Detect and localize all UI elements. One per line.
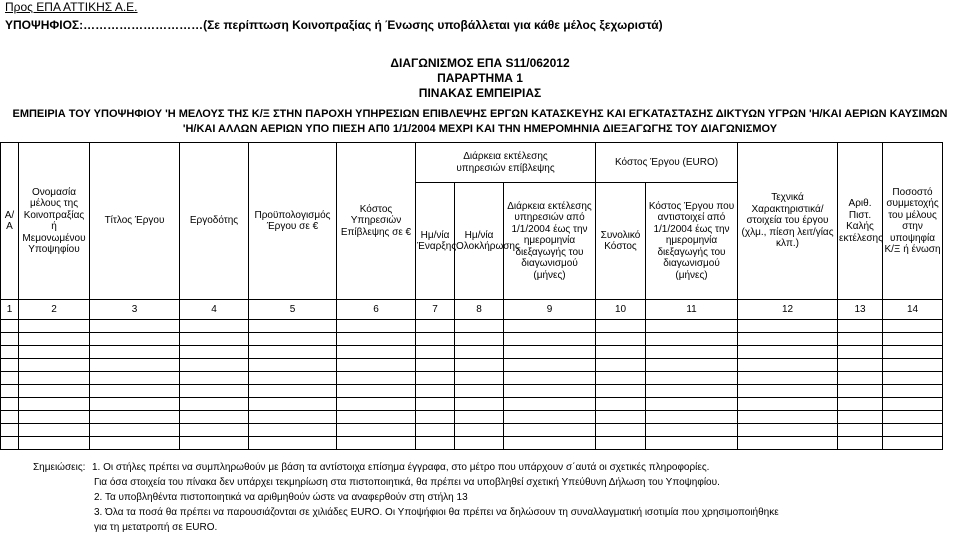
notes-label: Σημειώσεις: bbox=[33, 462, 86, 473]
col-header: Ποσοστό συμμετοχής του μέλους στην υποψηφία Κ/Ξ ή ένωση bbox=[883, 143, 943, 300]
col-header: Κόστος Έργου που αντιστοιχεί από 1/1/2004 έως την ημερομηνία διεξαγωγής του διαγωνισμού (μήνες) bbox=[646, 183, 738, 300]
col-number: 8 bbox=[455, 300, 504, 320]
col-number: 1 bbox=[1, 300, 19, 320]
note-2: 2. Τα υποβληθέντα πιστοποιητικά να αριθμηθούν ώστε να αναφερθούν στη στήλη 13 bbox=[94, 492, 468, 503]
col-header: Αριθ. Πιστ. Καλής εκτέλεσης bbox=[838, 143, 883, 300]
table-row bbox=[1, 437, 943, 450]
table-row bbox=[1, 424, 943, 437]
table-name: ΠΙΝΑΚΑΣ ΕΜΠΕΙΡΙΑΣ bbox=[418, 86, 542, 100]
col-number: 3 bbox=[90, 300, 180, 320]
col-header: Κόστος Υπηρεσιών Επίβλεψης σε € bbox=[337, 143, 416, 300]
candidate-note: (Σε περίπτωση Κοινοπραξίας ή Ένωσης υποβάλλεται για κάθε μέλος ξεχωριστά) bbox=[203, 18, 663, 32]
candidate-line bbox=[5, 18, 663, 32]
note-row bbox=[33, 460, 779, 475]
group-cost-header: Κόστος Έργου (EURO) bbox=[596, 143, 738, 183]
col-header: Εργοδότης bbox=[180, 143, 249, 300]
col-header: Τεχνικά Χαρακτηριστικά/στοιχεία του έργου (χλμ., πίεση λειτ/γίας κλπ.) bbox=[738, 143, 838, 300]
table-row bbox=[1, 320, 943, 333]
table-row bbox=[1, 333, 943, 346]
table-row bbox=[1, 359, 943, 372]
col-number: 10 bbox=[596, 300, 646, 320]
col-header: Α/Α bbox=[1, 143, 19, 300]
col-number: 9 bbox=[504, 300, 596, 320]
annex-title: ΠΑΡΑΡΤΗΜΑ 1 bbox=[437, 71, 523, 85]
description-line-2: 'Η/ΚΑΙ ΑΛΛΩΝ ΑΕΡΙΩΝ ΥΠΟ ΠΙΕΣΗ ΑΠ0 1/1/2004 ΜΕΧΡΙ ΚΑΙ ΤΗΝ ΗΜΕΡΟΜΗΝΙΑ ΔΙΕΞΑΓΩΓΗΣ ΤΟΥ ΔΙΑΓΩΝΙΣΜΟΥ bbox=[182, 123, 778, 135]
notes-block bbox=[33, 460, 779, 535]
col-number: 6 bbox=[337, 300, 416, 320]
table-row bbox=[1, 385, 943, 398]
table-row bbox=[1, 411, 943, 424]
table-row bbox=[1, 398, 943, 411]
col-header: Ονομασία μέλους της Κοινοπραξίας ή Μεμονωμένου Υποψηφίου bbox=[19, 143, 90, 300]
col-header: Τίτλος Έργου bbox=[90, 143, 180, 300]
table-row bbox=[1, 372, 943, 385]
col-number: 14 bbox=[883, 300, 943, 320]
recipient-line: Προς ΕΠΑ ΑΤΤΙΚΗΣ Α.Ε. bbox=[5, 0, 138, 14]
col-header: Ημ/νία Έναρξης bbox=[416, 183, 455, 300]
note-3: 3. Όλα τα ποσά θα πρέπει να παρουσιάζονται σε χιλιάδες EURO. Οι Υποψήφιοι θα πρέπει να δηλώσουν τη συναλλαγματική ισοτιμία που χρησιμοποιήθηκε bbox=[94, 507, 779, 518]
note-3-continued: για τη μετατροπή σε EURO. bbox=[94, 522, 218, 533]
group-duration-header: Διάρκεια εκτέλεσης υπηρεσιών επίβλεψης bbox=[416, 143, 596, 183]
col-header: Προϋπολογισμός Έργου σε € bbox=[249, 143, 337, 300]
note-1-continued: Για όσα στοιχεία του πίνακα δεν υπάρχει τεκμηρίωση στα πιστοποιητικά, θα πρέπει να υποβληθεί σχετική Υπεύθυνη Δήλωση του Υποψηφίου. bbox=[94, 477, 720, 488]
col-header: Συνολικό Κόστος bbox=[596, 183, 646, 300]
col-number: 7 bbox=[416, 300, 455, 320]
col-number: 12 bbox=[738, 300, 838, 320]
candidate-dots: ………………………… bbox=[83, 18, 204, 32]
candidate-label: ΥΠΟΨΗΦΙΟΣ: bbox=[5, 18, 84, 32]
col-header: Διάρκεια εκτέλεσης υπηρεσιών από 1/1/2004 έως την ημερομηνία διεξαγωγής του διαγωνισμού (μήνες) bbox=[504, 183, 596, 300]
description-line-1: ΕΜΠΕΙΡΙΑ ΤΟΥ ΥΠΟΨΗΦΙΟΥ 'Η ΜΕΛΟΥΣ ΤΗΣ Κ/Ξ ΣΤΗΝ ΠΑΡΟΧΗ ΥΠΗΡΕΣΙΩΝ ΕΠΙΒΛΕΨΗΣ ΕΡΓΩΝ ΚΑΤΑΣΚΕΥΗΣ ΚΑΙ ΕΓΚΑΤΑΣΤΑΣΗΣ ΔΙΚΤΥΩΝ ΥΓΡΩΝ 'Η/ΚΑΙ ΑΕΡΙΩΝ ΚΑΥΣΙΜΩΝ bbox=[12, 108, 948, 120]
col-number: 2 bbox=[19, 300, 90, 320]
col-header: Ημ/νία Ολοκλήρωσης bbox=[455, 183, 504, 300]
column-number-row bbox=[1, 300, 943, 320]
experience-table bbox=[0, 142, 943, 450]
col-number: 5 bbox=[249, 300, 337, 320]
tender-title: ΔΙΑΓΩΝΙΣΜΟΣ ΕΠΑ S11/062012 bbox=[390, 56, 570, 70]
col-number: 4 bbox=[180, 300, 249, 320]
table-row bbox=[1, 346, 943, 359]
col-number: 11 bbox=[646, 300, 738, 320]
group-header-row bbox=[1, 143, 943, 183]
col-number: 13 bbox=[838, 300, 883, 320]
note-1: 1. Οι στήλες πρέπει να συμπληρωθούν με βάση τα αντίστοιχα επίσημα έγγραφα, στο μέτρο που υπάρχουν σ΄αυτά οι σχετικές πληροφορίες. bbox=[92, 462, 710, 473]
